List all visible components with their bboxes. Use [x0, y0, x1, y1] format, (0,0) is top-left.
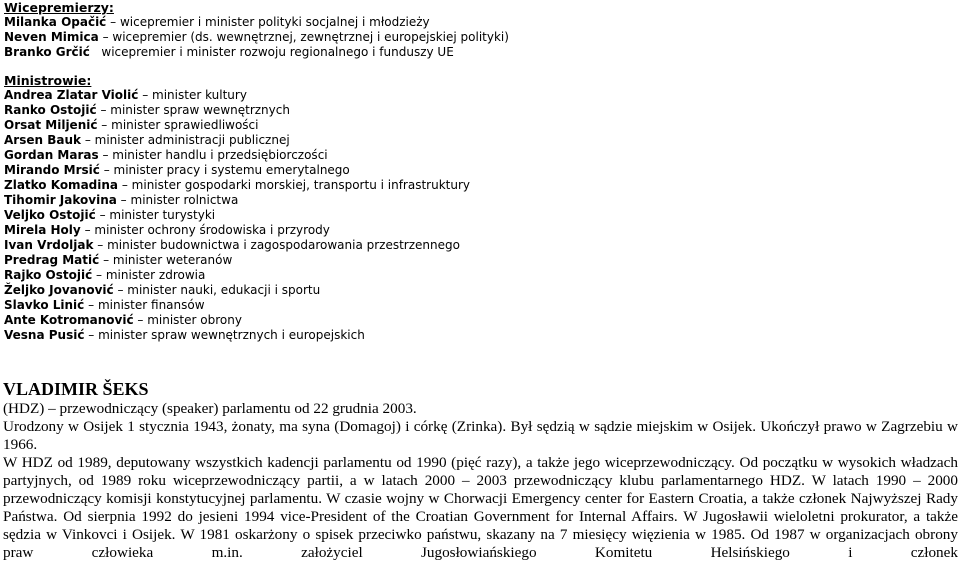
separator-dash: – — [100, 103, 107, 117]
biography-section — [3, 378, 958, 562]
person-role: minister ochrony środowiska i przyrody — [94, 223, 330, 237]
separator-dash: – — [84, 133, 91, 147]
person-role: minister handlu i przedsiębiorczości — [112, 148, 328, 162]
list-item — [4, 313, 954, 328]
biography-paragraph: Urodzony w Osijek 1 stycznia 1943, żonaty, ma syna (Domagoj) i córkę (Zrinka). Był sędzią w sądzie miejskim w Osijek. Ukończył prawo w Zagrzebiu w 1966. — [3, 418, 958, 453]
biography-paragraph: W HDZ od 1989, deputowany wszystkich kadencji parlamentu od 1990 (pięć razy), a także jego wiceprzewodniczący. Od początku w wysokich władzach partyjnych, od 1989 roku wiceprzewodniczący partii, a w latach 2000 – 2003 przewodniczący klubu parlamentarnego HDZ. W latach 1990 – 2000 przewodniczący komisji konstytucyjnej parlamentu. W czasie wojny w Chorwacji Emergency center for Eastern Croatia, a także członek Najwyższej Rady Państwa. Od sierpnia 1992 do jesieni 1994 vice-President of the Croatian Government for Internal Affairs. W Jugosławii wieloletni prokurator, a także sędzia w Vinkovci i Osijek. W 1981 oskarżony o spisek przeciwko państwu, skazany na 7 miesięcy więzienia w 1985. Od 1987 w organizacjach obrony praw człowieka m.in. założyciel Jugosłowiańskiego Komitetu Helsińskiego i członek — [3, 454, 958, 561]
person-name: Neven Mimica — [4, 30, 99, 44]
list-item — [4, 328, 954, 343]
person-name: Gordan Maras — [4, 148, 99, 162]
list-item — [4, 208, 954, 223]
deputy-list — [4, 15, 954, 60]
person-name: Branko Grčić — [4, 45, 90, 59]
separator-dash: – — [120, 193, 127, 207]
person-name: Vesna Pusić — [4, 328, 85, 342]
separator-dash: – — [88, 298, 95, 312]
separator-dash: – — [142, 88, 149, 102]
person-name: Ivan Vrdoljak — [4, 238, 94, 252]
person-name: Mirela Holy — [4, 223, 81, 237]
person-role: minister spraw wewnętrznych i europejskich — [98, 328, 365, 342]
list-item — [4, 30, 954, 45]
separator-dash: – — [97, 238, 104, 252]
list-item — [4, 283, 954, 298]
biography-paragraph: (HDZ) – przewodniczący (speaker) parlamentu od 22 grudnia 2003. — [3, 400, 417, 417]
person-role: minister zdrowia — [105, 268, 206, 282]
person-role: minister gospodarki morskiej, transportu i infrastruktury — [131, 178, 470, 192]
separator-dash: – — [84, 223, 91, 237]
list-item — [4, 193, 954, 208]
deputy-prime-ministers-heading: Wicepremierzy: — [4, 0, 114, 15]
person-role: minister administracji publicznej — [94, 133, 290, 147]
person-name: Ante Kotromanović — [4, 313, 134, 327]
list-item — [4, 45, 954, 60]
ministers-heading: Ministrowie: — [4, 73, 92, 88]
section-spacer — [4, 60, 954, 73]
person-name: Predrag Matić — [4, 253, 100, 267]
person-name: Mirando Mrsić — [4, 163, 100, 177]
biography-name: VLADIMIR ŠEKS — [3, 379, 149, 399]
list-item — [4, 103, 954, 118]
person-name: Orsat Miljenić — [4, 118, 98, 132]
list-item — [4, 253, 954, 268]
person-role: wicepremier i minister polityki socjalnej i młodzieży — [119, 15, 430, 29]
person-name: Arsen Bauk — [4, 133, 81, 147]
person-name: Rajko Ostojić — [4, 268, 93, 282]
separator-dash: – — [103, 253, 110, 267]
person-name: Slavko Linić — [4, 298, 85, 312]
list-item — [4, 298, 954, 313]
person-role: minister turystyki — [109, 208, 216, 222]
person-role: minister obrony — [147, 313, 242, 327]
government-list — [4, 0, 954, 343]
list-item — [4, 148, 954, 163]
person-name: Tihomir Jakovina — [4, 193, 117, 207]
person-name: Zlatko Komadina — [4, 178, 119, 192]
person-role: wicepremier (ds. wewnętrznej, zewnętrznej i europejskiej polityki) — [112, 30, 509, 44]
person-role: minister nauki, edukacji i sportu — [127, 283, 321, 297]
person-role: minister pracy i systemu emerytalnego — [113, 163, 350, 177]
person-role: minister sprawiedliwości — [111, 118, 259, 132]
separator-dash: – — [99, 208, 106, 222]
person-role: minister budownictwa i zagospodarowania przestrzennego — [107, 238, 460, 252]
person-name: Milanka Opačić — [4, 15, 107, 29]
person-name: Andrea Zlatar Violić — [4, 88, 139, 102]
list-item — [4, 88, 954, 103]
person-role: minister spraw wewnętrznych — [110, 103, 290, 117]
list-item — [4, 238, 954, 253]
separator-dash: – — [101, 118, 108, 132]
list-item — [4, 163, 954, 178]
separator-dash: – — [102, 30, 109, 44]
separator-dash: – — [110, 15, 117, 29]
separator-dash: – — [137, 313, 144, 327]
separator-dash: – — [96, 268, 103, 282]
person-role: wicepremier i minister rozwoju regionalnego i funduszy UE — [101, 45, 454, 59]
person-role: minister finansów — [97, 298, 205, 312]
separator-dash: – — [103, 163, 110, 177]
person-name: Željko Jovanović — [4, 283, 114, 297]
list-item — [4, 268, 954, 283]
list-item — [4, 118, 954, 133]
person-role: minister kultury — [152, 88, 247, 102]
minister-list — [4, 88, 954, 343]
separator-dash: – — [117, 283, 124, 297]
person-role: minister rolnictwa — [130, 193, 239, 207]
list-item — [4, 223, 954, 238]
list-item — [4, 15, 954, 30]
person-name: Ranko Ostojić — [4, 103, 97, 117]
separator-dash: – — [121, 178, 128, 192]
person-role: minister weteranów — [112, 253, 233, 267]
person-name: Veljko Ostojić — [4, 208, 96, 222]
list-item — [4, 133, 954, 148]
separator-dash: – — [88, 328, 95, 342]
list-item — [4, 178, 954, 193]
separator-dash: – — [102, 148, 109, 162]
